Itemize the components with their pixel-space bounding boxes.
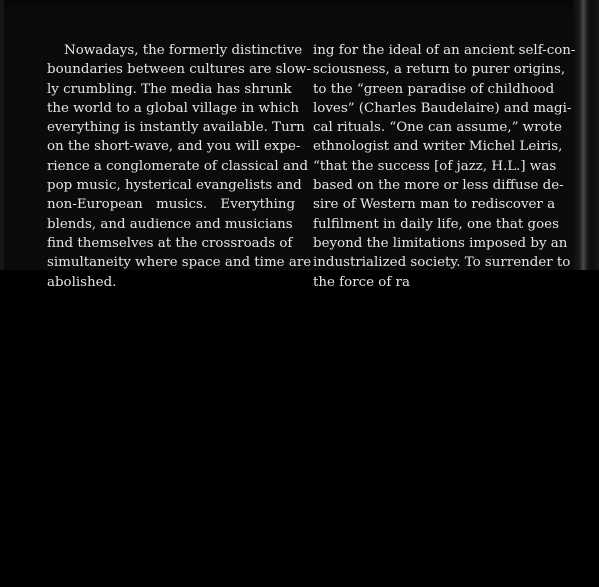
text-line: sire of Western man to rediscover a [313, 197, 556, 213]
text-line: “that the success [of jazz, H.L.] was [313, 158, 557, 174]
text-line: pop music, hysterical evangelists and [47, 178, 302, 194]
text-line: cal rituals. “One can assume,” wrote [313, 120, 562, 136]
cutoff-edge [0, 270, 599, 272]
text-line: abolished. [47, 274, 117, 290]
left-text-column [47, 41, 311, 292]
text-line: beyond the limitations imposed by an [313, 235, 568, 251]
text-line: boundaries between cultures are slow- [47, 62, 311, 78]
text-line: the world to a global village in which [47, 100, 299, 116]
text-line: loves” (Charles Baudelaire) and magi- [313, 100, 572, 116]
text-line: everything is instantly available. Turn [47, 120, 305, 136]
text-line: simultaneity where space and time are [47, 255, 312, 271]
text-line: blends, and audience and musicians [47, 216, 293, 232]
page-top-edge [0, 0, 599, 12]
page-left-edge [0, 0, 4, 270]
scanned-page [0, 0, 599, 290]
right-text-column [313, 41, 575, 292]
text-line: industrialized society. To surrender to [313, 255, 571, 271]
text-line: on the short-wave, and you will expe- [47, 139, 301, 155]
text-line: sciousness, a return to purer origins, [313, 62, 566, 78]
text-line: Nowadays, the formerly distinctive [64, 43, 303, 58]
text-line: to the “green paradise of childhood [313, 81, 555, 97]
text-line: ly crumbling. The media has shrunk [47, 81, 292, 97]
text-line: the force of ra [313, 274, 410, 290]
text-line: find themselves at the crossroads of [47, 235, 293, 251]
text-line: ing for the ideal of an ancient self-con- [313, 43, 576, 58]
text-line: rience a conglomerate of classical and [47, 158, 309, 174]
text-line: ethnologist and writer Michel Leiris, [313, 139, 563, 155]
page-binding-edge [573, 0, 599, 270]
text-line: non-European musics. Everything [47, 197, 296, 213]
text-line: fulfilment in daily life, one that goes [313, 216, 559, 232]
text-line: based on the more or less diffuse de- [313, 178, 564, 194]
